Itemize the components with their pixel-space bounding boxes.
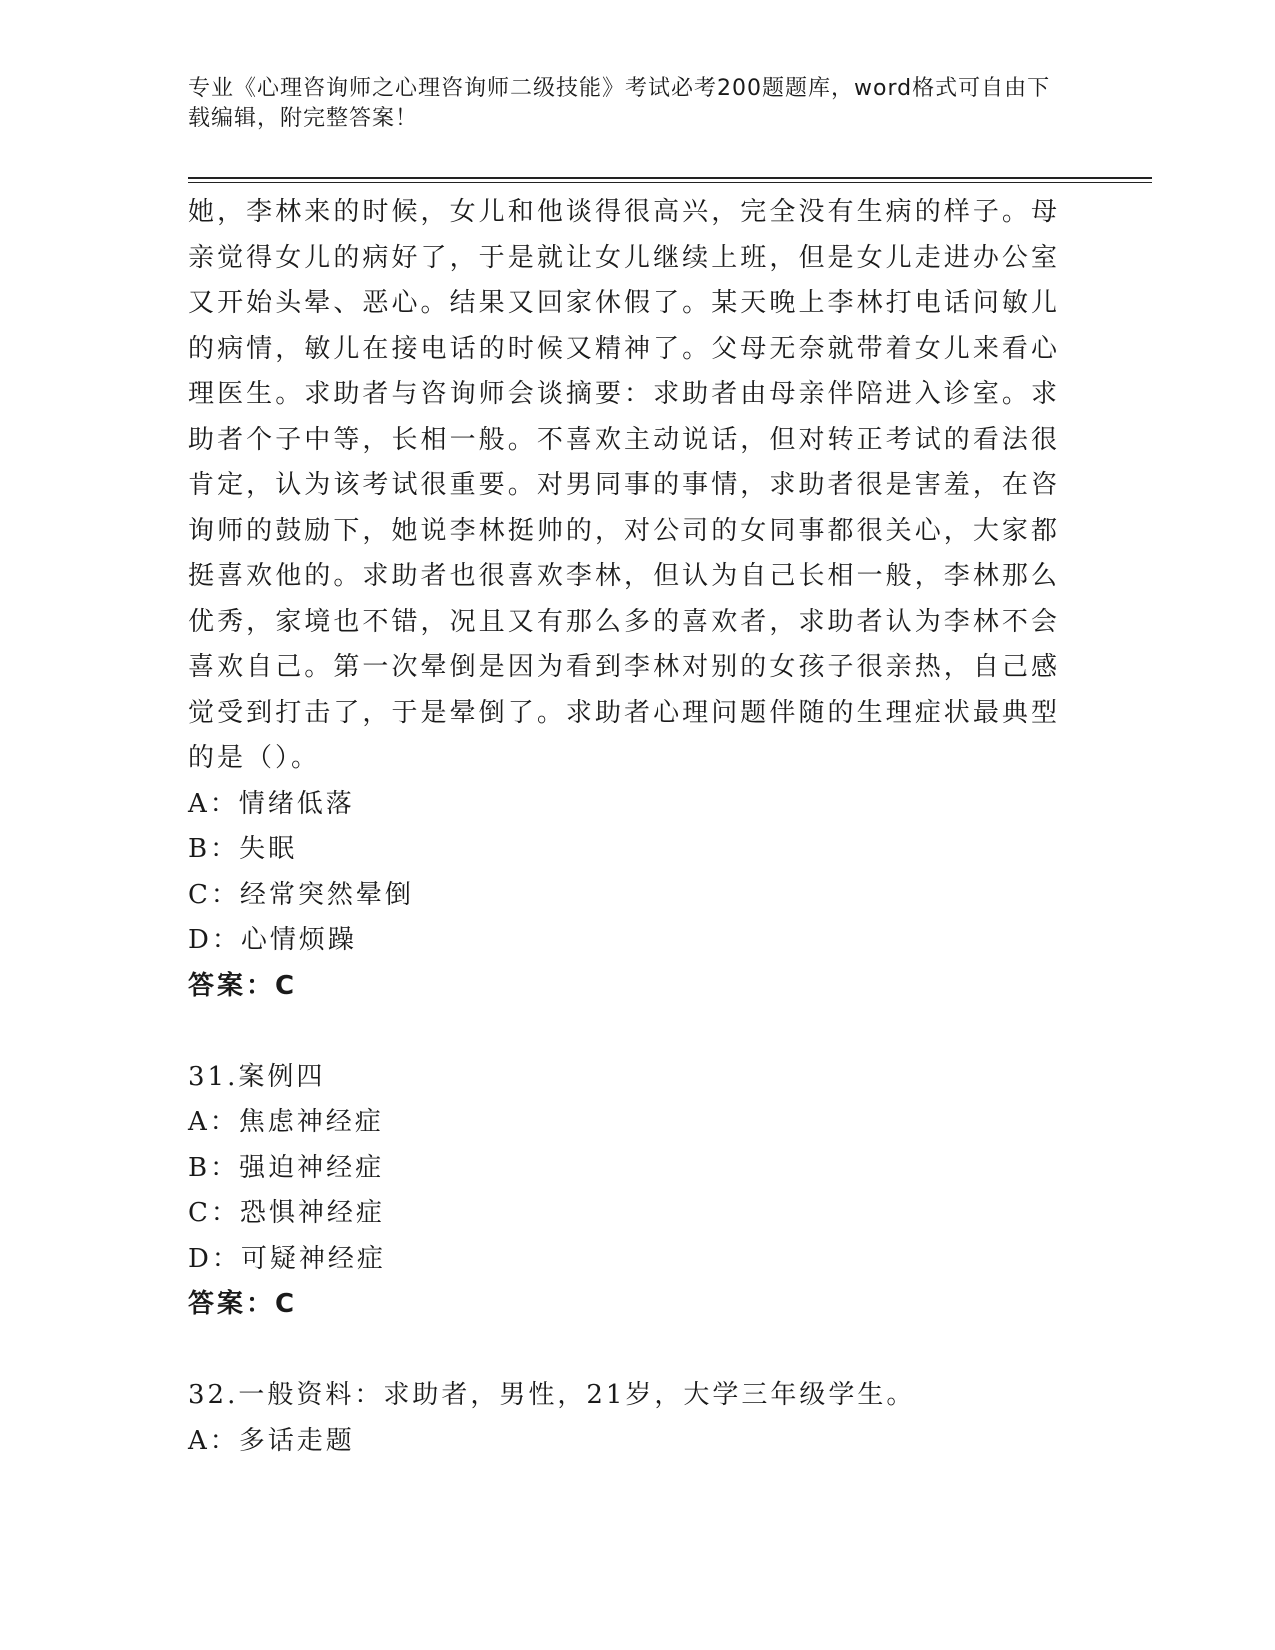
document-header: 专业《心理咨询师之心理咨询师二级技能》考试必考200题题库，word格式可自由下载编辑，附完整答案！ [188, 76, 1051, 131]
q30-option-c: C：经常突然晕倒 [188, 879, 414, 910]
q31-option-a: A：焦虑神经症 [188, 1107, 384, 1137]
q31-question: 31.案例四 [188, 1061, 326, 1092]
q31-option-b: B：强迫神经症 [188, 1152, 385, 1183]
q30-answer: 答案：C [188, 970, 298, 1001]
q30-option-d: D：心情烦躁 [188, 925, 357, 955]
header-divider-thin [188, 182, 1152, 183]
spacer [188, 1328, 1060, 1374]
q31-answer: 答案：C [188, 1289, 298, 1319]
q31-option-c: C：恐惧神经症 [188, 1198, 385, 1228]
q32-question: 32.一般资料：求助者，男性，21岁，大学三年级学生。 [188, 1380, 916, 1410]
q30-option-b: B：失眠 [188, 834, 298, 864]
q32-option-a: A：多话走题 [188, 1425, 355, 1456]
page-body [188, 190, 1060, 1464]
question-30-passage: 她，李林来的时候，女儿和他谈得很高兴，完全没有生病的样子。母亲觉得女儿的病好了，于是就让女儿继续上班，但是女儿走进办公室又开始头晕、恶心。结果又回家休假了。某天晚上李林打电话问敏儿的病情，敏儿在接电话的时候又精神了。父母无奈就带着女儿来看心理医生。求助者与咨询师会谈摘要：求助者由母亲伴陪进入诊室。求助者个子中等，长相一般。不喜欢主动说话，但对转正考试的看法很肯定，认为该考试很重要。对男同事的事情，求助者很是害羞，在咨询师的鼓励下，她说李林挺帅的，对公司的女同事都很关心，大家都挺喜欢他的。求助者也很喜欢李林，但认为自己长相一般，李林那么优秀，家境也不错，况且又有那么多的喜欢者，求助者认为李林不会喜欢自己。第一次晕倒是因为看到李林对别的女孩子很亲热，自己感觉受到打击了，于是晕倒了。求助者心理问题伴随的生理症状最典型的是（）。 [188, 197, 1060, 773]
q31-option-d: D：可疑神经症 [188, 1243, 386, 1274]
header-divider-thick [188, 177, 1152, 179]
q30-option-a: A：情绪低落 [188, 788, 355, 819]
spacer [188, 1009, 1060, 1055]
